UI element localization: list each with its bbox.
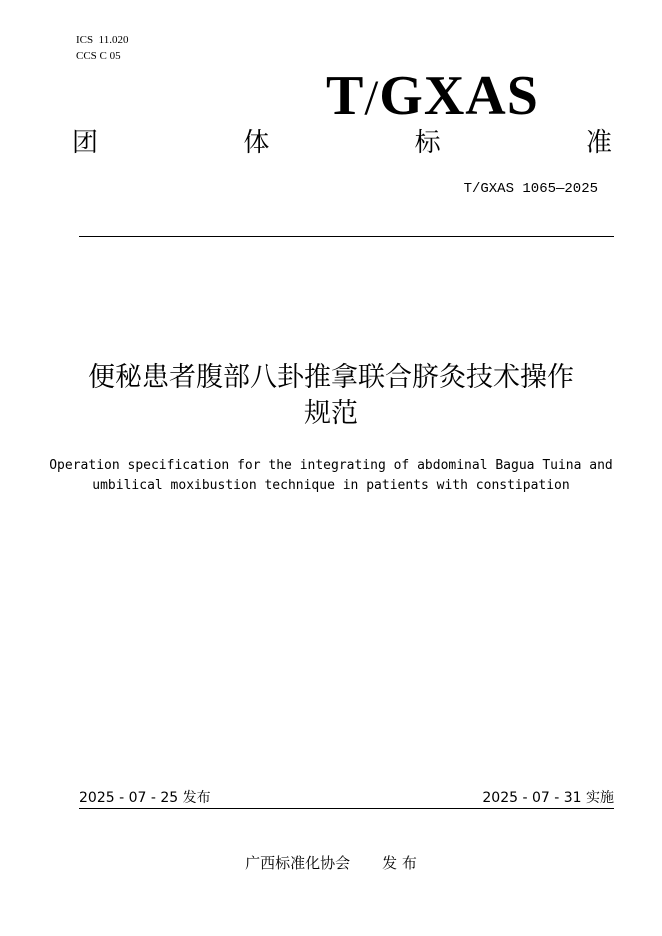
logo-t: T (326, 65, 365, 127)
english-title (30, 456, 632, 496)
classification-codes (76, 32, 128, 64)
header-divider (79, 236, 614, 237)
publisher-line (0, 853, 662, 873)
kind-char-1: 团 (72, 128, 99, 158)
chinese-title-line-2: 规范 (304, 398, 358, 429)
english-title-line-1: Operation specification for the integrating of abdominal Bagua Tuina and (49, 458, 613, 473)
footer-divider (79, 808, 614, 809)
kind-char-3: 标 (414, 128, 441, 158)
chinese-title-line-1: 便秘患者腹部八卦推拿联合脐灸技术操作 (88, 362, 574, 393)
standard-kind (72, 126, 612, 160)
ccs-code: CCS C 05 (76, 50, 121, 62)
english-title-line-2: umbilical moxibustion technique in patients with constipation (92, 478, 570, 493)
logo-gxas: GXAS (379, 65, 539, 127)
standard-number: T/GXAS 1065—2025 (463, 181, 598, 197)
publisher-name: 广西标准化协会 (245, 854, 351, 872)
standard-logo (326, 66, 586, 127)
chinese-title (40, 360, 622, 432)
issue-date: 2025 - 07 - 25 发布 (79, 790, 211, 806)
publish-label: 发 布 (382, 854, 417, 872)
logo-slash: / (364, 69, 380, 125)
kind-char-4: 准 (585, 128, 612, 158)
ics-code: ICS 11.020 (76, 34, 129, 46)
implementation-date: 2025 - 07 - 31 实施 (482, 790, 614, 806)
kind-char-2: 体 (243, 128, 270, 158)
